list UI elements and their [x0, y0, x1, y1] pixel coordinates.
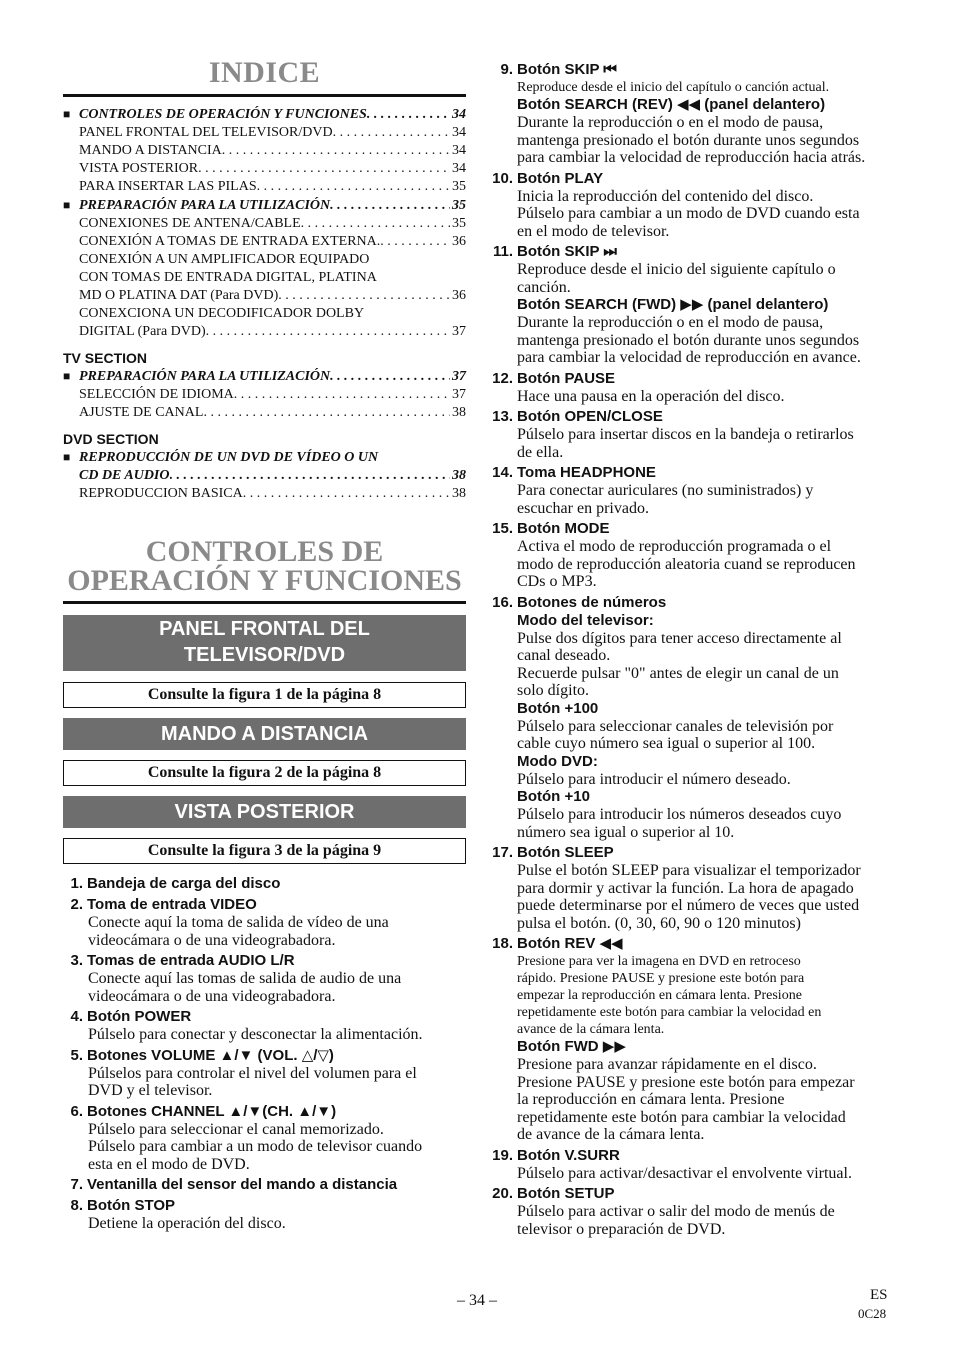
title-rule — [63, 94, 466, 97]
bullet-square-icon: ■ — [63, 107, 71, 121]
item-title: Botón SETUP — [517, 1185, 615, 1202]
item-title: Botón V.SURR — [517, 1146, 620, 1164]
toc-entry — [63, 485, 466, 503]
item-text: videocámara o de una videograbadora. — [88, 987, 336, 1005]
title-rule-2 — [63, 601, 466, 604]
model-code: 0C28 — [858, 1306, 887, 1321]
item-title: Botón OPEN/CLOSE — [517, 408, 663, 425]
item-text: Detiene la operación del disco. — [88, 1215, 286, 1232]
item-title: Botón PLAY — [517, 169, 604, 187]
item-text: Recuerde pulsar "0" antes de elegir un canal de un — [517, 664, 839, 682]
item-text: en el modo de televisor. — [517, 222, 670, 240]
item-title: Botón SKIP ⏮ — [517, 61, 617, 78]
item-13 — [488, 408, 898, 461]
item-heading — [488, 935, 898, 953]
item-text: Púlselo para seleccionar canales de televisión por — [517, 717, 834, 735]
item-text: repetidamente este botón para cambiar la velocidad — [517, 1108, 846, 1126]
toc-leader — [234, 386, 450, 404]
item-body — [488, 482, 898, 517]
item-15 — [488, 520, 898, 591]
toc-label: CONTROLES DE OPERACIÓN Y FUNCIONES — [79, 107, 367, 122]
item-number: 12. — [492, 369, 513, 387]
item-heading — [488, 1185, 898, 1203]
item-body — [488, 953, 898, 1038]
item-heading — [488, 464, 898, 482]
item-body — [488, 538, 898, 591]
toc-entry — [63, 367, 466, 386]
toc-leader — [222, 142, 450, 160]
toc-entry — [63, 386, 466, 404]
toc-leader — [170, 467, 451, 485]
toc-page: 34 — [452, 125, 466, 140]
item-number: 18. — [492, 935, 513, 952]
controles-title-line1: CONTROLES DE — [145, 535, 384, 568]
toc-entry — [63, 124, 466, 142]
item-heading — [488, 408, 898, 426]
item-17 — [488, 844, 898, 932]
toc-dvd — [63, 448, 466, 503]
item-4 — [63, 1008, 466, 1044]
item-text: Inicia la reproducción del contenido del disco. — [517, 187, 814, 205]
item-8 — [63, 1197, 466, 1233]
item-title: Toma de entrada VIDEO — [87, 896, 257, 913]
toc-label: REPRODUCCIÓN DE UN DVD DE VÍDEO O UN — [79, 450, 379, 465]
toc-label: AJUSTE DE CANAL — [79, 405, 204, 420]
item-number: 8. — [70, 1197, 83, 1214]
toc-entry — [63, 215, 466, 233]
item-text: DVD y el televisor. — [88, 1082, 213, 1099]
toc-label: DIGITAL (Para DVD) — [79, 324, 206, 339]
item-text: Conecte aquí la toma de salida de vídeo de una — [88, 914, 389, 931]
item-heading — [63, 896, 466, 914]
item-title: Botón REV ◀◀ — [517, 935, 623, 952]
right-column — [488, 61, 898, 1238]
language-code: ES — [870, 1287, 888, 1303]
item-subheading: Botón SEARCH (FWD) ▶▶ (panel delantero) — [517, 296, 829, 313]
item-text: CDs o MP3. — [517, 573, 597, 590]
toc-page: 36 — [452, 234, 466, 249]
tv-section-head: TV SECTION — [63, 350, 148, 366]
item-title: Botón POWER — [87, 1008, 192, 1025]
toc-page: 35 — [452, 179, 466, 194]
bullet-square-icon: ■ — [63, 450, 71, 464]
panel-bar-line1: PANEL FRONTAL DEL — [159, 618, 370, 640]
item-text: Púlselo para introducir el número deseado. — [517, 770, 791, 788]
item-heading — [63, 875, 466, 893]
panel-ref: Consulte la figura 1 de la página 8 — [63, 682, 466, 708]
item-text: de avance de la cámara lenta. — [517, 1126, 705, 1143]
item-11 — [488, 243, 898, 367]
item-title: Botón SLEEP — [517, 844, 614, 861]
toc-entry — [63, 287, 466, 305]
item-text: Púlselo para introducir los números deseados cuyo — [517, 806, 842, 823]
item-heading — [63, 952, 466, 970]
item-text: para cambiar la velocidad de reproducción en avance. — [517, 349, 861, 366]
toc-label: CONEXCIONA UN DECODIFICADOR DOLBY — [79, 306, 365, 321]
item-body — [488, 1056, 898, 1144]
item-number: 1. — [70, 875, 83, 892]
item-text: esta en el modo de DVD. — [88, 1155, 250, 1173]
item-body — [488, 1203, 898, 1238]
item-3 — [63, 952, 466, 1005]
toc-label: MANDO A DISTANCIA — [79, 143, 222, 158]
toc-entry — [63, 467, 466, 485]
toc-entry — [63, 178, 466, 196]
toc-leader — [380, 233, 450, 251]
item-number: 5. — [70, 1046, 83, 1064]
item-title: Ventanilla del sensor del mando a distancia — [87, 1176, 398, 1193]
item-12 — [488, 370, 898, 406]
item-text: Conecte aquí las tomas de salida de audio de una — [88, 970, 402, 987]
item-title: Bandeja de carga del disco — [87, 875, 281, 892]
toc-label: REPRODUCCION BASICA — [79, 486, 243, 501]
toc-leader — [203, 404, 450, 422]
toc-page: 37 — [452, 387, 466, 402]
item-text: empezar la reproducción en cámara lenta. Presione — [517, 988, 802, 1003]
item-number: 10. — [492, 169, 513, 187]
item-title: Botones VOLUME ▲/▼ (VOL. △/▽) — [87, 1046, 334, 1064]
item-body — [488, 188, 898, 241]
item-text: cable cuyo número sea igual o superior al 100. — [517, 735, 816, 752]
toc-entry — [63, 142, 466, 160]
item-text: rápido. Presione PAUSE y presione este botón para — [517, 971, 805, 986]
item-text: canción. — [517, 278, 571, 296]
item-text: canal deseado. — [517, 647, 611, 664]
toc-entry — [63, 233, 466, 251]
item-title: Botones CHANNEL ▲/▼(CH. ▲/▼) — [87, 1102, 337, 1120]
toc-label: CONEXIÓN A TOMAS DE ENTRADA EXTERNA. — [79, 234, 381, 249]
toc-label: CD DE AUDIO — [79, 468, 170, 483]
toc-page: 34 — [452, 107, 466, 122]
item-16 — [488, 594, 898, 842]
item-text: Reproduce desde el inicio del capítulo o canción actual. — [517, 80, 830, 95]
toc-leader — [367, 106, 450, 124]
item-text: Púlselo para cambiar a un modo de televisor cuando — [88, 1138, 423, 1155]
item-text: de ella. — [517, 443, 564, 461]
item-heading — [488, 370, 898, 388]
item-body — [488, 114, 898, 167]
item-7 — [63, 1176, 466, 1194]
item-text: Para conectar auriculares (no suministrados) y — [517, 482, 814, 499]
item-heading — [63, 1176, 466, 1194]
bullet-square-icon: ■ — [63, 369, 71, 383]
toc-page: 38 — [452, 468, 466, 483]
item-text: para cambiar la velocidad de reproducción hacia atrás. — [517, 149, 866, 166]
item-text: mantenga presionado el botón durante unos segundos — [517, 331, 860, 349]
toc-label: CONEXIÓN A UN AMPLIFICADOR EQUIPADO — [79, 252, 370, 267]
item-body — [488, 426, 898, 461]
item-text: pulsa el botón. (0, 30, 60, 90 o 120 minutos) — [517, 914, 801, 932]
item-body — [63, 1065, 466, 1100]
item-subheading: Botón +10 — [517, 788, 590, 805]
item-text: Púlselos para controlar el nivel del volumen para el — [88, 1064, 417, 1082]
item-text: solo dígito. — [517, 682, 590, 699]
item-subheading: Modo DVD: — [517, 752, 598, 770]
item-heading — [63, 1103, 466, 1121]
item-number: 3. — [70, 952, 83, 969]
item-text: Pulse dos dígitos para tener acceso directamente al — [517, 629, 842, 647]
toc-label: MD O PLATINA DAT (Para DVD) — [79, 288, 279, 303]
item-body — [63, 970, 466, 1005]
item-text: Púlselo para insertar discos en la bandeja o retirarlos — [517, 426, 854, 443]
item-body — [488, 388, 898, 406]
item-text: puede determinarse por el número de veces que usted — [517, 897, 860, 914]
item-text: Presione PAUSE y presione este botón para empezar — [517, 1073, 855, 1091]
toc-label: PREPARACIÓN PARA LA UTILIZACIÓN — [79, 369, 331, 384]
toc-label: VISTA POSTERIOR — [79, 161, 199, 176]
vista-ref: Consulte la figura 3 de la página 9 — [63, 838, 466, 864]
panel-bar-line2: TELEVISOR/DVD — [183, 644, 346, 666]
toc-leader — [198, 160, 450, 178]
item-body — [63, 914, 466, 949]
item-2 — [63, 896, 466, 949]
item-subheading: Botón +100 — [517, 699, 599, 717]
indice-title: INDICE — [208, 56, 321, 89]
item-text: Púlselo para cambiar a un modo de DVD cuando esta — [517, 205, 860, 222]
item-text: repetidamente este botón para cambiar la velocidad en — [517, 1005, 822, 1020]
controles-title-line2: OPERACIÓN Y FUNCIONES — [67, 564, 462, 597]
item-number: 2. — [70, 896, 83, 913]
item-5 — [63, 1047, 466, 1100]
toc-entry — [63, 323, 466, 341]
item-title: Botón SKIP ⏭ — [517, 243, 617, 260]
mando-ref: Consulte la figura 2 de la página 8 — [63, 760, 466, 786]
toc-page: 34 — [452, 161, 466, 176]
toc-leader — [206, 323, 450, 341]
vista-bar: VISTA POSTERIOR — [63, 796, 466, 828]
item-number: 6. — [70, 1102, 83, 1120]
item-text: videocámara o de una videograbadora. — [88, 931, 336, 949]
toc-page: 37 — [452, 369, 466, 384]
item-title: Botón PAUSE — [517, 369, 616, 387]
item-body — [488, 630, 898, 700]
item-9 — [488, 61, 898, 167]
toc-page: 35 — [452, 198, 466, 213]
item-text: Púlselo para seleccionar el canal memorizado. — [88, 1120, 384, 1138]
item-text: avance de la cámara lenta. — [517, 1022, 665, 1037]
toc-page: 38 — [452, 486, 466, 501]
item-18 — [488, 935, 898, 1144]
toc-leader — [330, 368, 450, 386]
item-text: Hace una pausa en la operación del disco. — [517, 387, 785, 405]
item-heading — [63, 1008, 466, 1026]
item-6 — [63, 1103, 466, 1174]
item-text: número sea igual o superior al 10. — [517, 823, 735, 841]
item-number: 4. — [70, 1008, 83, 1025]
toc-leader — [278, 287, 450, 305]
item-text: Reproduce desde el inicio del siguiente capítulo o — [517, 261, 836, 278]
item-body — [488, 862, 898, 932]
toc-entry — [63, 105, 466, 124]
item-text: Durante la reproducción o en el modo de pausa, — [517, 314, 824, 331]
item-14 — [488, 464, 898, 517]
toc-label: PREPARACIÓN PARA LA UTILIZACIÓN — [79, 198, 331, 213]
left-items — [63, 875, 466, 1233]
item-number: 13. — [492, 408, 513, 425]
item-title: Botón STOP — [87, 1197, 176, 1214]
panel-frontal-bar — [63, 615, 466, 671]
item-heading — [488, 243, 898, 261]
item-title: Botones de números — [517, 593, 667, 611]
item-heading — [63, 1197, 466, 1215]
toc-label: PANEL FRONTAL DEL TELEVISOR/DVD — [79, 125, 333, 140]
toc-label: CONEXIONES DE ANTENA/CABLE — [79, 216, 301, 231]
item-10 — [488, 170, 898, 241]
toc-entry — [63, 196, 466, 215]
item-text: Pulse el botón SLEEP para visualizar el temporizador — [517, 862, 861, 879]
item-text: Activa el modo de reproducción programada o el — [517, 538, 832, 555]
item-1 — [63, 875, 466, 893]
page-number: – 34 – — [457, 1292, 497, 1309]
item-subheading: Modo del televisor: — [517, 611, 654, 629]
item-number: 16. — [492, 593, 513, 611]
toc-tv — [63, 367, 466, 422]
item-text: Púlselo para conectar y desconectar la alimentación. — [88, 1026, 423, 1043]
item-subheading: Botón SEARCH (REV) ◀◀ (panel delantero) — [517, 96, 826, 113]
toc-entry — [63, 448, 466, 467]
item-heading — [488, 520, 898, 538]
item-text: Durante la reproducción o en el modo de pausa, — [517, 114, 824, 131]
toc-page: 36 — [452, 288, 466, 303]
toc-leader — [301, 215, 450, 233]
item-number: 19. — [492, 1146, 513, 1164]
item-number: 15. — [492, 520, 513, 537]
item-body — [488, 718, 898, 753]
toc-leader — [257, 178, 450, 196]
item-body — [488, 1165, 898, 1183]
toc-entry — [63, 404, 466, 422]
item-title: Toma HEADPHONE — [517, 464, 656, 481]
toc-main — [63, 105, 466, 341]
item-title: Tomas de entrada AUDIO L/R — [87, 952, 295, 969]
item-heading — [488, 1147, 898, 1165]
toc-leader — [330, 197, 450, 215]
toc-label: CON TOMAS DE ENTRADA DIGITAL, PLATINA — [79, 270, 377, 285]
toc-page: 34 — [452, 143, 466, 158]
item-body — [63, 1026, 466, 1044]
toc-label: SELECCIÓN DE IDIOMA — [79, 387, 234, 402]
item-heading — [488, 844, 898, 862]
item-number: 14. — [492, 464, 513, 481]
item-text: Púlselo para activar o salir del modo de menús de — [517, 1203, 835, 1220]
item-text: la reproducción en cámara lenta. Presione — [517, 1091, 785, 1108]
item-body — [488, 314, 898, 367]
item-heading — [63, 1047, 466, 1065]
dvd-section-head: DVD SECTION — [63, 431, 159, 447]
item-19 — [488, 1147, 898, 1183]
item-heading — [488, 594, 898, 612]
item-number: 7. — [70, 1176, 83, 1193]
item-body — [488, 806, 898, 841]
toc-page: 35 — [452, 216, 466, 231]
left-column — [63, 56, 466, 1233]
toc-label: PARA INSERTAR LAS PILAS — [79, 179, 257, 194]
item-number: 11. — [492, 243, 513, 260]
item-number: 20. — [492, 1185, 513, 1202]
item-text: modo de reproducción aleatoria cuand se reproducen — [517, 555, 856, 573]
item-subheading: Botón FWD ▶▶ — [517, 1038, 626, 1055]
toc-leader — [243, 485, 450, 503]
item-title: Botón MODE — [517, 520, 610, 537]
item-number: 9. — [500, 61, 513, 78]
item-heading — [488, 170, 898, 188]
item-text: mantenga presionado el botón durante unos segundos — [517, 131, 860, 149]
item-number: 17. — [492, 844, 513, 861]
item-body — [63, 1121, 466, 1174]
item-text: Presione para ver la imagena en DVD en retroceso — [517, 954, 801, 969]
item-heading — [488, 61, 898, 79]
mando-bar: MANDO A DISTANCIA — [63, 718, 466, 750]
toc-page: 37 — [452, 324, 466, 339]
bullet-square-icon: ■ — [63, 198, 71, 212]
item-body — [488, 771, 898, 789]
item-text: Púlselo para activar/desactivar el envolvente virtual. — [517, 1164, 852, 1182]
toc-entry — [63, 160, 466, 178]
item-20 — [488, 1185, 898, 1238]
toc-page: 38 — [452, 405, 466, 420]
toc-leader — [333, 124, 450, 142]
item-body — [488, 261, 898, 296]
item-body — [63, 1215, 466, 1233]
item-text: para dormir y activar la función. La hora de apagado — [517, 879, 854, 897]
item-text: Presione para avanzar rápidamente en el disco. — [517, 1056, 817, 1073]
item-text: escuchar en privado. — [517, 499, 649, 517]
item-text: televisor o preparación de DVD. — [517, 1220, 726, 1238]
